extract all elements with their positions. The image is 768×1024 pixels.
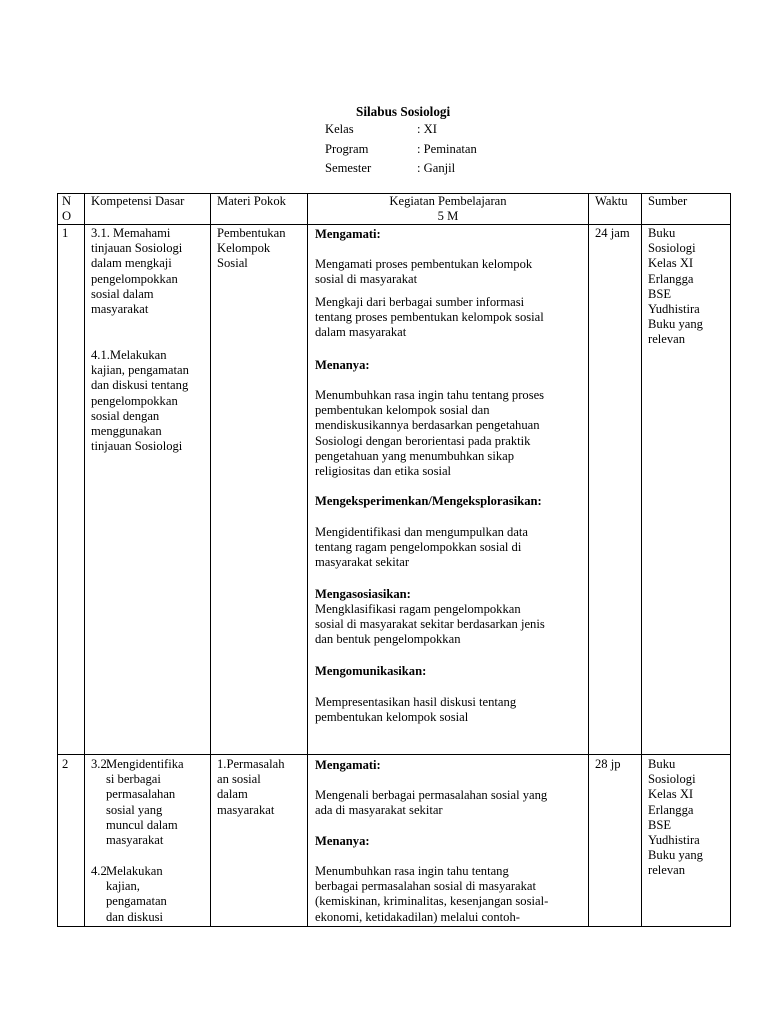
row2-no: 2 <box>62 757 69 771</box>
row1-sumber: Buku Sosiologi Kelas XI Erlangga BSE Yudhistira Buku yang relevan <box>648 226 703 347</box>
meta-kelas-value: : XI <box>417 122 437 136</box>
row2-text-mengamati: Mengenali berbagai permasalahan sosial yang ada di masyarakat sekitar <box>315 788 548 818</box>
row1-heading-mengomunikasikan: Mengomunikasikan: <box>315 664 427 678</box>
meta-kelas-label: Kelas <box>325 122 354 136</box>
row2-text-menanya: Menumbuhkan rasa ingin tahu tentang berbagai permasalahan sosial di masyarakat (kemiskinan, kriminalitas, kesenjangan sosial- ekonomi, ketidakadilan) melalui contoh- <box>315 864 549 924</box>
row1-text-mengamati-1: Mengamati proses pembentukan kelompok sosial di masyarakat <box>315 257 533 287</box>
row1-text-mengasosiasikan: Mengklasifikasi ragam pengelompokkan sosial di masyarakat sekitar berdasarkan jenis dan bentuk pengelompokkan <box>315 602 545 647</box>
table-col-line-0 <box>57 193 58 927</box>
table-col-line-1 <box>84 193 85 927</box>
row1-heading-menanya: Menanya: <box>315 358 370 372</box>
header-no: N O <box>62 194 72 224</box>
header-materi-pokok: Materi Pokok <box>217 194 286 208</box>
meta-semester-value: : Ganjil <box>417 161 456 175</box>
row1-heading-mengeksperimenkan: Mengeksperimenkan/Mengeksplorasikan: <box>315 494 542 508</box>
row2-heading-menanya: Menanya: <box>315 834 370 848</box>
table-col-line-3 <box>307 193 308 927</box>
header-kegiatan-pembelajaran: Kegiatan Pembelajaran 5 M <box>389 194 507 224</box>
table-col-line-2 <box>210 193 211 927</box>
row1-heading-mengamati: Mengamati: <box>315 227 381 241</box>
table-row-divider <box>57 754 731 755</box>
header-waktu: Waktu <box>595 194 628 208</box>
header-kompetensi-dasar: Kompetensi Dasar <box>91 194 185 208</box>
row2-kompetensi-4-2: Melakukan kajian, pengamatan dan diskusi <box>106 864 167 924</box>
table-border-bottom <box>57 926 731 927</box>
row1-materi: Pembentukan Kelompok Sosial <box>217 226 286 271</box>
row2-kompetensi-4-2-num: 4.2 <box>91 864 107 878</box>
meta-semester-label: Semester <box>325 161 372 175</box>
table-col-line-4 <box>588 193 589 927</box>
row2-materi: 1.Permasalah an sosial dalam masyarakat <box>217 757 285 817</box>
table-col-line-6 <box>730 193 731 927</box>
row2-heading-mengamati: Mengamati: <box>315 758 381 772</box>
row2-kompetensi-3-2: Mengidentifika si berbagai permasalahan sosial yang muncul dalam masyarakat <box>106 757 184 848</box>
table-col-line-5 <box>641 193 642 927</box>
meta-program-label: Program <box>325 141 369 156</box>
row1-heading-mengasosiasikan: Mengasosiasikan: <box>315 587 411 601</box>
row1-text-mengeksperimenkan: Mengidentifikasi dan mengumpulkan data tentang ragam pengelompokkan sosial di masyarakat sekitar <box>315 525 528 570</box>
row1-kompetensi-3-1: 3.1. Memahami tinjauan Sosiologi dalam mengkaji pengelompokkan sosial dalam masyarakat <box>91 226 183 317</box>
row1-text-mengamati-2: Mengkaji dari berbagai sumber informasi tentang proses pembentukan kelompok sosial dalam masyarakat <box>315 295 544 340</box>
row1-kompetensi-4-1: 4.1.Melakukan kajian, pengamatan dan diskusi tentang pengelompokkan sosial dengan menggunakan tinjauan Sosiologi <box>91 348 189 454</box>
header-sumber: Sumber <box>648 194 688 208</box>
row1-text-menanya: Menumbuhkan rasa ingin tahu tentang proses pembentukan kelompok sosial dan mendiskusikannya berdasarkan pengetahuan Sosiologi dengan berorientasi pada praktik pengetahuan yang menumbuhkan sikap religiositas dan etika sosial <box>315 388 545 479</box>
row1-no: 1 <box>62 226 69 240</box>
document-title: Silabus Sosiologi <box>356 104 451 119</box>
meta-program-value: : Peminatan <box>417 141 477 156</box>
row2-sumber: Buku Sosiologi Kelas XI Erlangga BSE Yudhistira Buku yang relevan <box>648 757 703 878</box>
row1-waktu: 24 jam <box>595 226 630 240</box>
row2-waktu: 28 jp <box>595 757 621 771</box>
row2-kompetensi-3-2-num: 3.2. <box>91 757 110 771</box>
row1-text-mengomunikasikan: Mempresentasikan hasil diskusi tentang pembentukan kelompok sosial <box>315 695 517 725</box>
